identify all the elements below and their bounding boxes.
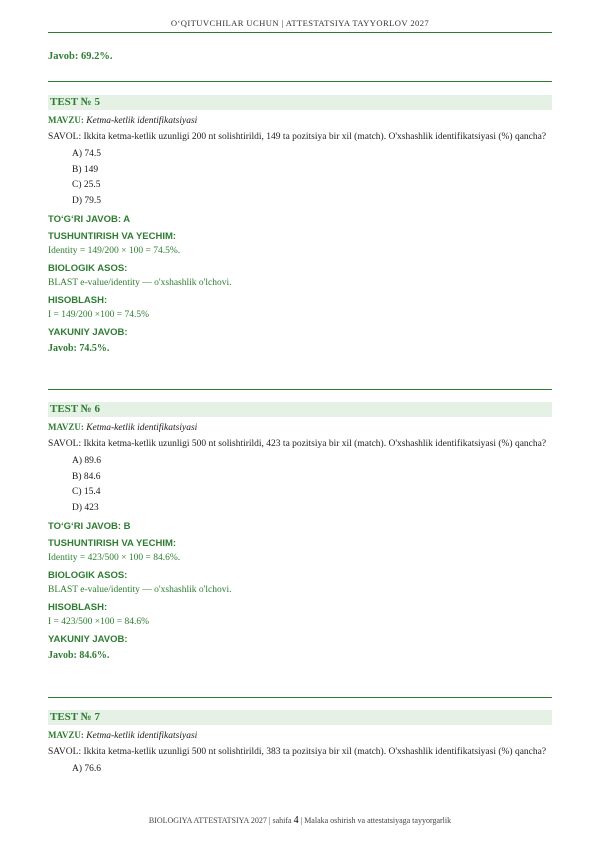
footer-right: | Malaka oshirish va attestatsiyaga tayyorgarlik — [300, 816, 452, 825]
calculation-label: HISOBLASH: — [48, 295, 108, 306]
topic-label: MAVZU: — [48, 730, 84, 740]
running-header: O‘QITUVCHILAR UCHUN | ATTESTATSIYA TAYYORLOV 2027 — [48, 18, 552, 33]
test-block-6 — [48, 402, 552, 662]
topic-text: Ketma-ketlik identifikatsiyasi — [86, 731, 198, 741]
separator-line — [48, 697, 552, 698]
biology-basis-text: BLAST e-value/identity — o'xshashlik o'lchovi. — [48, 585, 232, 595]
option-c: C) 15.4 — [72, 487, 101, 497]
option-b: B) 84.6 — [72, 471, 101, 482]
topic-label: MAVZU: — [48, 422, 84, 432]
topic-line — [48, 114, 552, 127]
calculation-text: I = 149/200 ×100 = 74.5% — [48, 310, 150, 320]
final-answer: Javob: 74.5%. — [48, 343, 110, 354]
option-a: A) 89.6 — [72, 456, 102, 466]
option-d: D) 423 — [72, 502, 99, 513]
page-number: 4 — [293, 815, 299, 826]
test-title: TEST № 6 — [48, 402, 552, 417]
correct-answer: TO‘G‘RI JAVOB: A — [48, 214, 131, 225]
test-block-5 — [48, 95, 552, 355]
biology-basis-text: BLAST e-value/identity — o'xshashlik o'lchovi. — [48, 278, 232, 288]
final-answer: Javob: 84.6%. — [48, 650, 110, 661]
topic-line — [48, 729, 552, 742]
topic-label: MAVZU: — [48, 115, 84, 125]
question-text: SAVOL: Ikkita ketma-ketlik uzunligi 500 nt solishtirildi, 383 ta pozitsiya bir xil (match). O'xshashlik identifikatsiyasi (%) qancha? — [48, 747, 547, 757]
previous-final-answer: Javob: 69.2%. — [48, 51, 113, 62]
calculation-text: I = 423/500 ×100 = 84.6% — [48, 617, 150, 627]
final-answer-label: YAKUNIY JAVOB: — [48, 634, 128, 645]
question-text: SAVOL: Ikkita ketma-ketlik uzunligi 200 nt solishtirildi, 149 ta pozitsiya bir xil (match). O'xshashlik identifikatsiyasi (%) qancha? — [48, 132, 547, 142]
topic-line — [48, 421, 552, 434]
explanation-label: TUSHUNTIRISH VA YECHIM: — [48, 231, 177, 242]
test-block-7 — [48, 710, 552, 778]
option-d: D) 79.5 — [72, 195, 102, 206]
options-list — [48, 454, 552, 516]
correct-answer: TO‘G‘RI JAVOB: B — [48, 521, 131, 532]
biology-basis-label: BIOLOGIK ASOS: — [48, 263, 128, 274]
final-answer-label: YAKUNIY JAVOB: — [48, 327, 128, 338]
page-footer — [0, 815, 600, 826]
footer-left: BIOLOGIYA ATTESTATSIYA 2027 | sahifa — [148, 816, 292, 825]
test-title: TEST № 5 — [48, 95, 552, 110]
options-list — [48, 762, 552, 778]
explanation-text: Identity = 423/500 × 100 = 84.6%. — [48, 553, 181, 563]
topic-text: Ketma-ketlik identifikatsiyasi — [86, 116, 198, 126]
option-c: C) 25.5 — [72, 180, 101, 190]
question-text: SAVOL: Ikkita ketma-ketlik uzunligi 500 nt solishtirildi, 423 ta pozitsiya bir xil (match). O'xshashlik identifikatsiyasi (%) qancha? — [48, 439, 547, 449]
topic-text: Ketma-ketlik identifikatsiyasi — [86, 423, 198, 433]
separator-line — [48, 389, 552, 390]
option-b: B) 149 — [72, 164, 99, 175]
option-a: A) 76.6 — [72, 764, 102, 774]
option-a: A) 74.5 — [72, 149, 102, 159]
calculation-label: HISOBLASH: — [48, 602, 108, 613]
explanation-text: Identity = 149/200 × 100 = 74.5%. — [48, 246, 181, 256]
explanation-label: TUSHUNTIRISH VA YECHIM: — [48, 538, 177, 549]
biology-basis-label: BIOLOGIK ASOS: — [48, 570, 128, 581]
test-title: TEST № 7 — [48, 710, 552, 725]
separator-line — [48, 81, 552, 82]
options-list — [48, 147, 552, 209]
